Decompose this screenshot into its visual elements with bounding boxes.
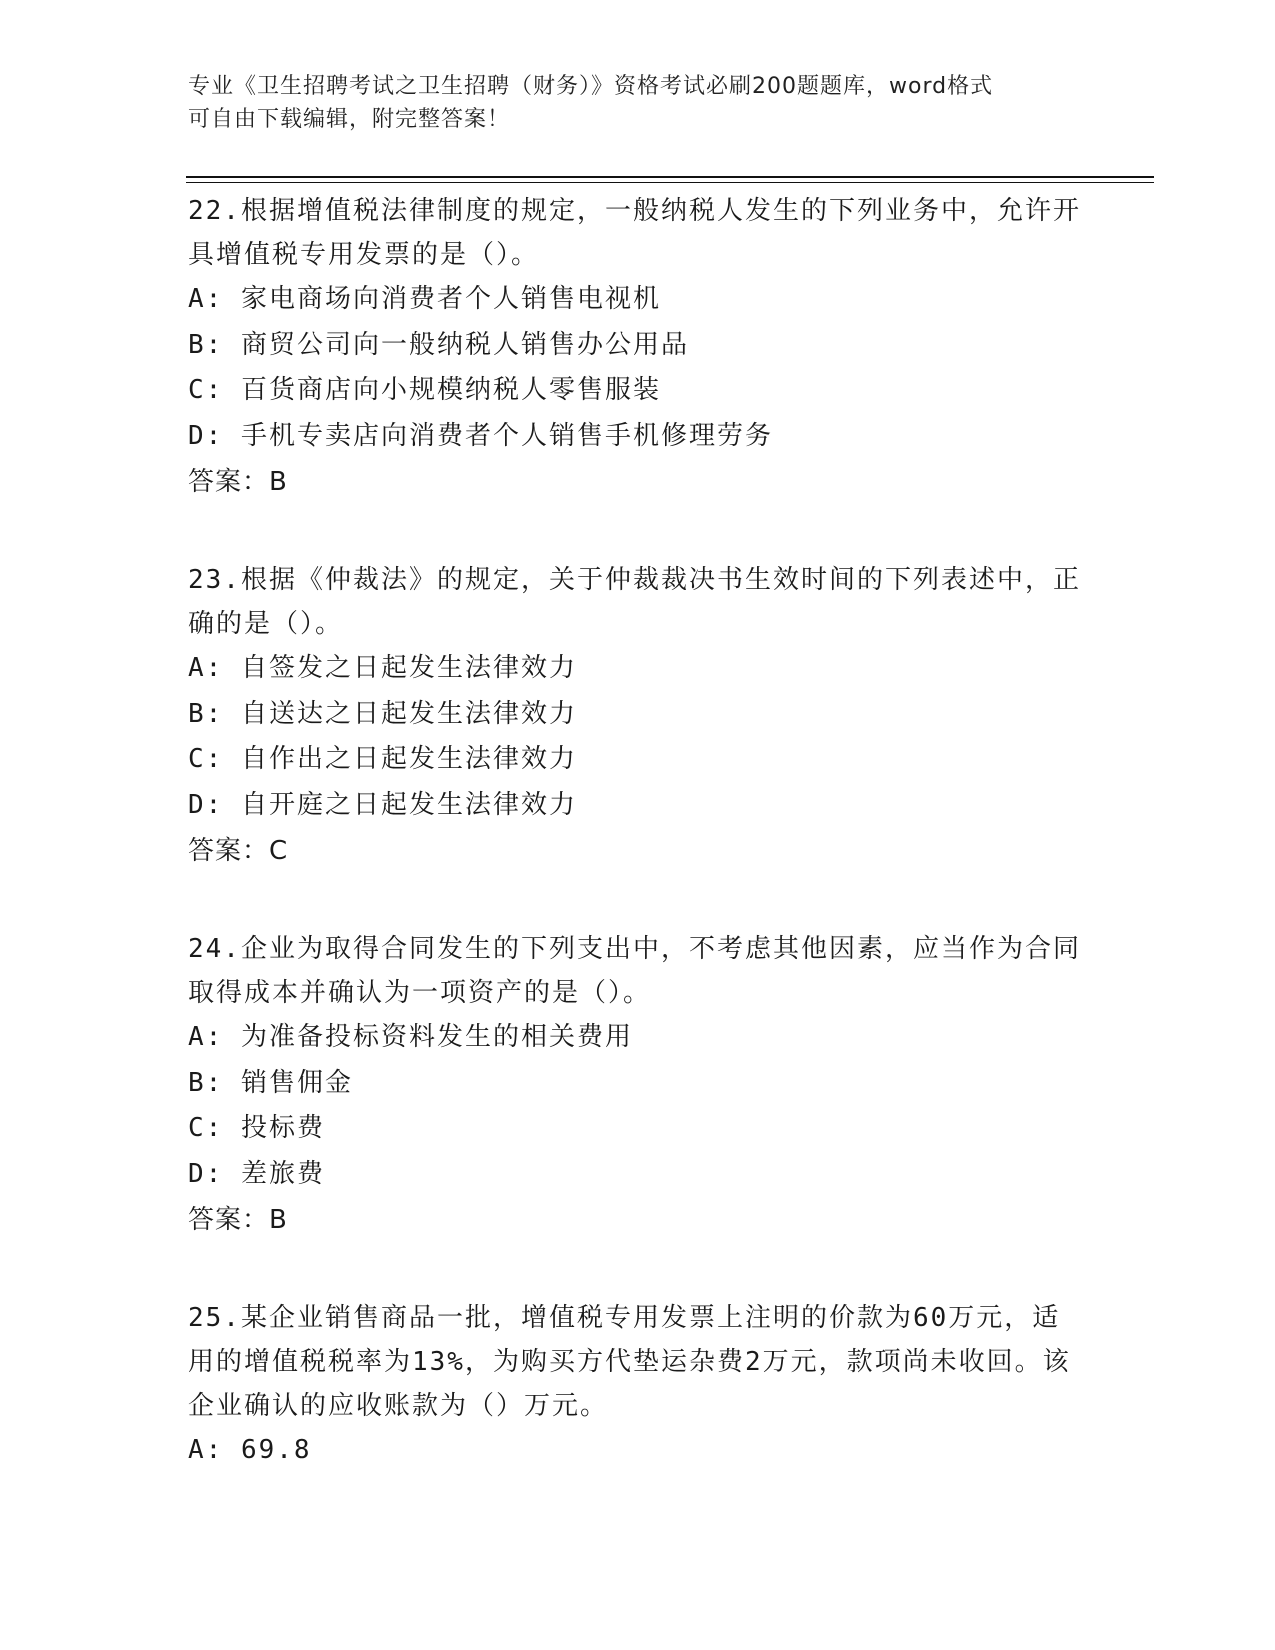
option-c: C: 百货商店向小规模纳税人零售服装	[188, 375, 661, 405]
option-a: A: 69.8	[188, 1435, 312, 1465]
option-d: D: 差旅费	[188, 1158, 325, 1189]
answer-line: 答案：C	[188, 836, 289, 866]
option-b: B: 商贸公司向一般纳税人销售办公用品	[188, 329, 689, 360]
answer-line: 答案：B	[188, 467, 288, 497]
option-a: A: 家电商场向消费者个人销售电视机	[188, 284, 661, 314]
question-stem: 23.根据《仲裁法》的规定，关于仲裁裁决书生效时间的下列表述中，正确的是（）。	[188, 565, 1081, 639]
header-divider-thick	[186, 176, 1154, 178]
option-a: A: 为准备投标资料发生的相关费用	[188, 1022, 633, 1052]
question-stem: 25.某企业销售商品一批，增值税专用发票上注明的价款为60万元，适用的增值税税率为13%，为购买方代垫运杂费2万元，款项尚未收回。该企业确认的应收账款为（）万元。	[188, 1303, 1071, 1421]
question-24	[188, 927, 1088, 1243]
question-22	[188, 189, 1088, 505]
question-stem: 22.根据增值税法律制度的规定，一般纳税人发生的下列业务中，允许开具增值税专用发票的是（）。	[188, 196, 1081, 270]
option-c: C: 投标费	[188, 1113, 325, 1143]
answer-line: 答案：B	[188, 1205, 288, 1235]
question-list	[188, 189, 1088, 1527]
option-b: B: 自送达之日起发生法律效力	[188, 698, 577, 729]
option-c: C: 自作出之日起发生法律效力	[188, 744, 577, 774]
document-header	[188, 70, 1068, 136]
question-stem: 24.企业为取得合同发生的下列支出中，不考虑其他因素，应当作为合同取得成本并确认为一项资产的是（）。	[188, 934, 1081, 1008]
question-25	[188, 1296, 1088, 1474]
option-d: D: 手机专卖店向消费者个人销售手机修理劳务	[188, 420, 773, 451]
option-b: B: 销售佣金	[188, 1067, 353, 1098]
header-line-1: 专业《卫生招聘考试之卫生招聘（财务）》资格考试必刷200题题库，word格式	[188, 74, 994, 99]
option-a: A: 自签发之日起发生法律效力	[188, 653, 577, 683]
header-line-2: 可自由下载编辑，附完整答案！	[188, 107, 511, 132]
option-d: D: 自开庭之日起发生法律效力	[188, 789, 577, 820]
question-23	[188, 558, 1088, 874]
header-divider-thin	[186, 182, 1154, 183]
